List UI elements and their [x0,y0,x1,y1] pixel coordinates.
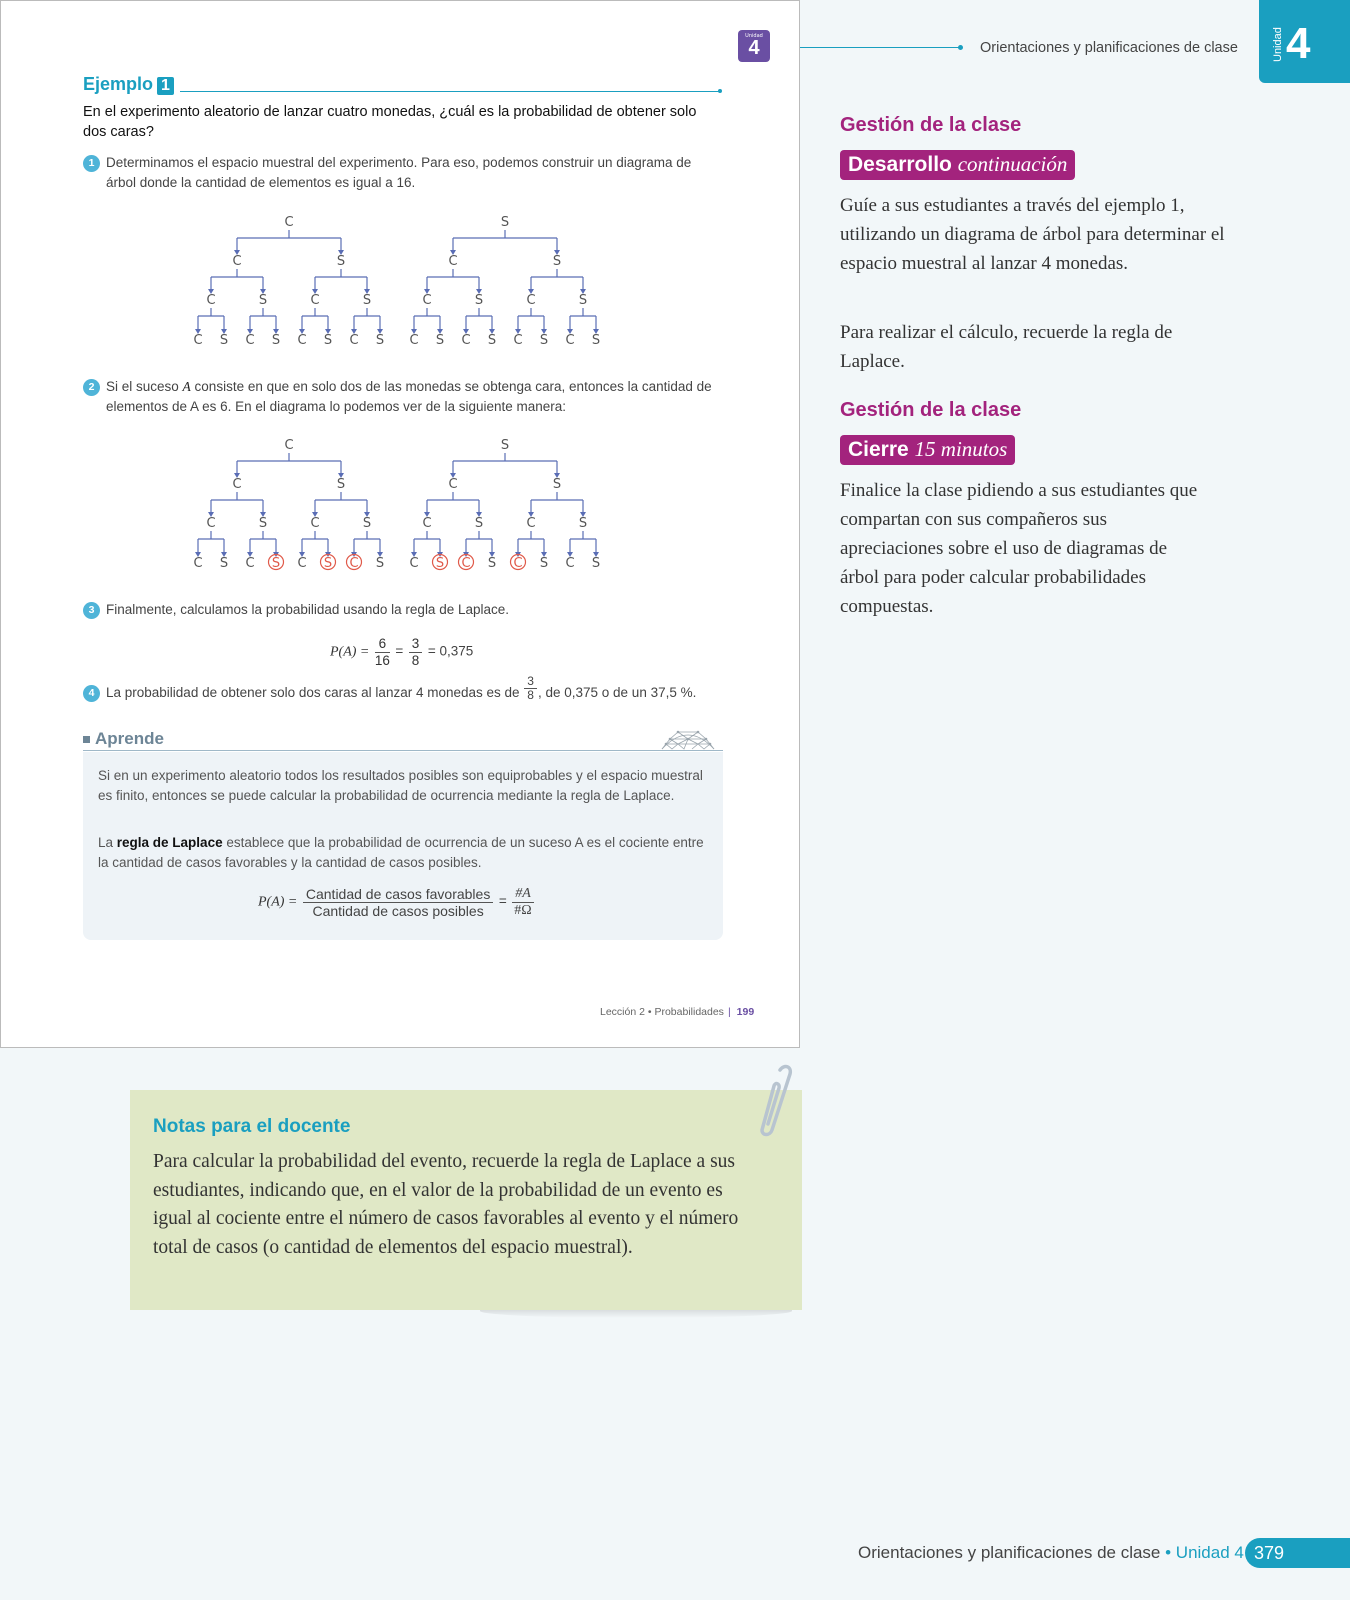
tree-branch [247,531,279,557]
tree-leaf: C [565,333,575,348]
tree-leaf: S [539,556,549,571]
tree-diagram-event-a [190,435,620,583]
tree-branch [424,492,482,517]
tree-branch [195,531,227,557]
tree-branch [515,531,547,557]
tree-leaf: S [219,333,229,348]
tree-branch [195,308,227,334]
tree-leaf: C [409,556,419,571]
tree-branch [424,269,482,294]
tree-node-level3: S [258,293,268,308]
tree-node-level3: S [578,516,588,531]
tree-node-level2: S [552,254,562,269]
guidance-paragraph: Finalice la clase pidiendo a sus estudiantes que compartan con sus compañeros sus apreciaciones sobre el uso de diagramas de árbol para poder calcular probabilidades compuestas. [840,480,1198,617]
tree-branch [450,453,560,478]
geodesic-dome-icon [658,727,718,751]
tree-leaf: S [375,556,385,571]
footer-unit: Unidad 4 [1175,1543,1244,1562]
tree-branch [463,531,495,557]
student-page-number: 199 [736,1006,755,1018]
event-variable: A [182,379,191,394]
tree-leaf: C [193,333,203,348]
tree-leaf-favorable: S [271,556,281,571]
tree-node-level3: S [578,293,588,308]
tree-node-level1: C [284,215,294,230]
example-title: Ejemplo 1 [83,74,174,95]
tree-node-level3: C [422,516,432,531]
tree-leaf: C [513,333,523,348]
example-number: 1 [157,77,174,95]
tree-node-level2: C [448,477,458,492]
divider-dot [718,89,722,93]
tree-branch [515,308,547,334]
tree-node-level2: C [232,477,242,492]
page-number-badge: 379 [1245,1538,1350,1568]
fraction-3-8: $\frac{3}{8}$ [409,636,423,669]
tree-leaf: S [219,556,229,571]
tree-branch [528,492,586,517]
formula-fraction-text: $\frac{\text{Cantidad de casos favorables}}{\text{Cantidad de casos posibles}}$ [303,886,493,919]
laplace-rule-term: regla de Laplace [116,835,223,850]
tree-leaf-favorable: C [513,556,523,571]
tree-branch [312,269,370,294]
fraction-3-8: $\frac{3}{8}$ [524,675,537,702]
tree-node-level3: C [422,293,432,308]
tree-branch [567,531,599,557]
example-question: En el experimento aleatorio de lanzar cuatro monedas, ¿cuál es la probabilidad de obtener solo dos caras? [83,104,697,140]
section-heading: Gestión de la clase [840,114,1022,136]
tree-diagram-sample-space [190,212,620,360]
tree-leaf: S [591,333,601,348]
step-text-start: La probabilidad de obtener solo dos caras al lanzar 4 monedas es de [106,685,520,700]
tree-branch [312,492,370,517]
step-text: Determinamos el espacio muestral del experimento. Para eso, podemos construir un diagrama de árbol donde la cantidad de elementos es igual a 16. [106,155,692,190]
laplace-calculation: P(A) = $\frac{6}{16}$ = $\frac{3}{8}$ = 0,375 [330,636,474,668]
step-number: 3 [83,602,100,619]
step-3 [83,600,723,620]
guidance-paragraph: Para realizar el cálculo, recuerde la regla de Laplace. [840,322,1173,372]
step-number: 2 [83,379,100,396]
step-text-end: , de 0,375 o de un 37,5 %. [537,685,697,700]
formula-fraction-symbols: $\frac{\#A}{\#\Omega}$ [512,886,534,919]
tree-leaf: S [487,333,497,348]
tree-leaf: S [323,333,333,348]
tree-branch [351,308,383,334]
step-number: 4 [83,685,100,702]
tree-node-level3: C [526,293,536,308]
tree-node-level3: S [362,516,372,531]
tree-leaf-favorable: C [461,556,471,571]
tree-leaf: C [297,556,307,571]
laplace-formula: P(A) = $\frac{\text{Cantidad de casos favorables}}{\text{Cantidad de casos posibles}}$ = $\frac{\#A}{\#\Omega}$ [258,886,536,919]
tree-branch [567,308,599,334]
tree-node-level3: S [362,293,372,308]
tree-node-level3: C [310,293,320,308]
tree-leaf: C [193,556,203,571]
example-divider [180,91,720,92]
tree-node-level2: C [232,254,242,269]
guidance-paragraph: Guíe a sus estudiantes a través del ejemplo 1, utilizando un diagrama de árbol para determinar el espacio muestral al lanzar 4 monedas. [840,195,1225,274]
tree-node-level2: C [448,254,458,269]
step-text-start: Si el suceso [106,379,183,394]
tree-leaf: S [591,556,601,571]
tree-leaf: S [271,333,281,348]
tree-leaf: C [565,556,575,571]
tree-branch [208,492,266,517]
tree-branch [247,308,279,334]
tree-branch [463,308,495,334]
tree-branch [528,269,586,294]
step-number: 1 [83,155,100,172]
tree-node-level3: S [258,516,268,531]
aprende-title: Aprende [83,729,164,749]
tree-branch [411,308,443,334]
header-dot [958,45,963,50]
unit-badge: Unidad 4 [738,30,770,62]
tree-node-level3: S [474,293,484,308]
tree-branch [450,230,560,255]
unit-tab: Unidad 4 [1259,0,1350,83]
tree-leaf-favorable: C [349,556,359,571]
fraction-6-16: $\frac{6}{16}$ [374,636,390,668]
step-4 [83,673,723,703]
step-text: Finalmente, calculamos la probabilidad usando la regla de Laplace. [106,602,510,617]
tree-leaf: C [245,556,255,571]
tree-branch [234,230,344,255]
tree-leaf-favorable: S [435,556,445,571]
tree-branch [411,531,443,557]
tree-node-level2: S [552,477,562,492]
tree-leaf: S [539,333,549,348]
section-heading: Gestión de la clase [840,399,1022,421]
tree-node-level1: S [500,215,510,230]
tree-leaf: C [461,333,471,348]
aprende-paragraph-2: La regla de Laplace establece que la probabilidad de ocurrencia de un suceso A es el cociente entre la cantidad de casos favorables y la cantidad de casos posibles. [98,835,704,870]
tree-node-level1: C [284,438,294,453]
tree-leaf: S [435,333,445,348]
notes-text: Para calcular la probabilidad del evento, recuerde la regla de Laplace a sus estudiantes, indicando que, en el valor de la probabilidad de un evento es igual al cociente entre el número de casos favorables al evento y el número total de casos (o cantidad de elementos del espacio muestral). [153,1151,739,1258]
student-page-footer: Lección 2 • Probabilidades | 199 [600,1006,755,1018]
tree-branch [234,453,344,478]
phase-badge-cierre: Cierre 15 minutos [840,435,1015,465]
guide-header: Orientaciones y planificaciones de clase [980,40,1238,56]
step-2 [83,377,723,417]
phase-badge-desarrollo: Desarrollo continuación [840,150,1075,180]
guide-footer: Orientaciones y planificaciones de clase • Unidad 4 [858,1543,1244,1562]
tree-branch [351,531,383,557]
tree-node-level3: C [206,516,216,531]
tree-leaf: C [409,333,419,348]
tree-leaf-favorable: S [323,556,333,571]
tree-leaf: S [375,333,385,348]
tree-branch [299,531,331,557]
tree-node-level1: S [500,438,510,453]
step-text-end: consiste en que en solo dos de las monedas se obtenga cara, entonces la cantidad de elementos de A es 6. En el diagrama lo podemos ver de la siguiente manera: [106,379,712,414]
tree-branch [299,308,331,334]
tree-node-level3: C [526,516,536,531]
tree-leaf: S [487,556,497,571]
tree-leaf: C [297,333,307,348]
tree-leaf: C [349,333,359,348]
aprende-paragraph-1: Si en un experimento aleatorio todos los resultados posibles son equiprobables y el espacio muestral es finito, entonces se puede calcular la probabilidad de ocurrencia mediante la regla de Laplace. [98,768,703,803]
tree-node-level2: S [336,254,346,269]
step-1 [83,153,723,193]
tree-node-level3: S [474,516,484,531]
paperclip-icon [750,1062,794,1140]
tree-node-level3: C [310,516,320,531]
header-line [800,47,960,48]
notes-title: Notas para el docente [153,1116,351,1137]
tree-branch [208,269,266,294]
tree-node-level2: S [336,477,346,492]
tree-leaf: C [245,333,255,348]
tree-node-level3: C [206,293,216,308]
aprende-divider [83,750,723,751]
